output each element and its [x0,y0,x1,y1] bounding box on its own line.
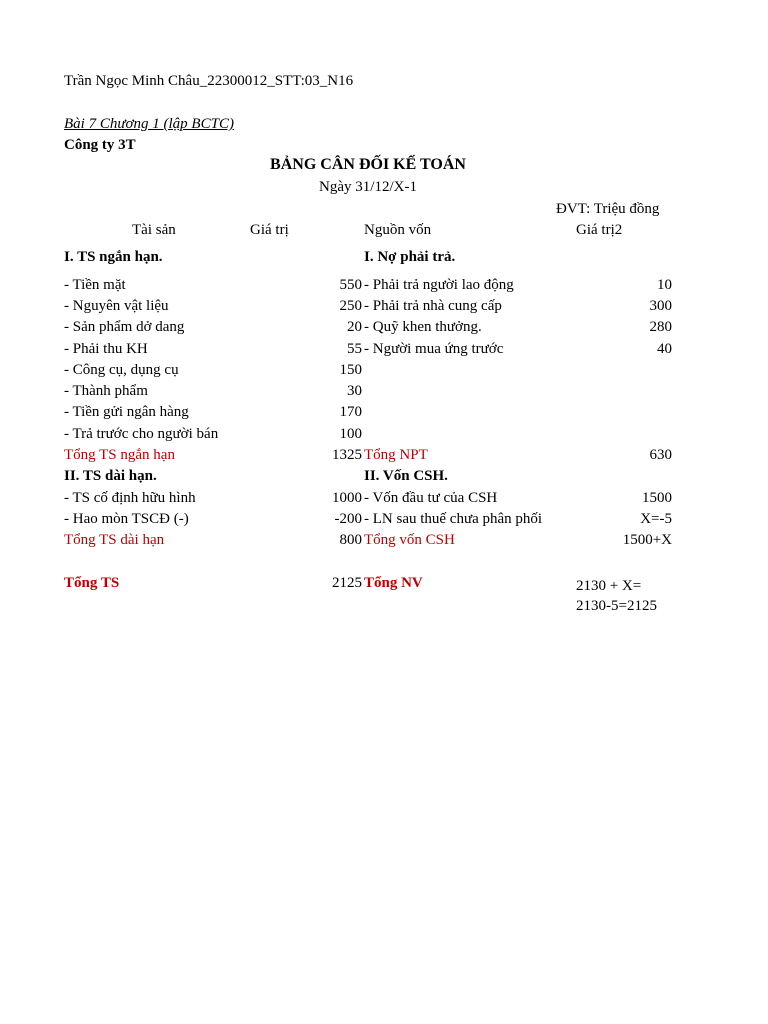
row-asset-value: 800 [339,532,362,548]
total-sources-calc-1: 2130 + X= [576,578,642,594]
row-source-value: 280 [649,319,672,335]
row-asset-label: - Sản phẩm dở dang [64,319,185,335]
row-source-label: - Người mua ứng trước [364,341,504,357]
row-asset-value: 150 [339,362,362,378]
row-source-value: 40 [657,341,672,357]
company-name: Công ty 3T [64,137,136,153]
row-asset-value: 55 [347,341,362,357]
row-asset-value: -200 [334,511,362,527]
row-source-value: 1500+X [622,532,672,548]
row-asset-value: 100 [339,426,362,442]
row-source-value: X=-5 [640,511,672,527]
row-asset-label: - Thành phẩm [64,383,148,399]
row-source-value: 10 [657,277,672,293]
header-sources: Nguồn vốn [364,222,432,238]
row-asset-value: 1000 [332,490,362,506]
row-source-label: Tổng vốn CSH [364,532,455,548]
row-source-label: II. Vốn CSH. [364,468,448,484]
row-asset-value: 250 [339,298,362,314]
row-asset-value: 550 [339,277,362,293]
row-source-label: Tổng NPT [364,447,428,463]
row-asset-label: - Tiền gửi ngân hàng [64,404,189,420]
row-source-value: 300 [649,298,672,314]
row-asset-value: 170 [339,404,362,420]
total-sources-label: Tổng NV [364,575,423,591]
row-asset-value: 1325 [332,447,362,463]
row-asset-label: - Hao mòn TSCĐ (-) [64,511,189,527]
row-source-label: - LN sau thuế chưa phân phối [364,511,543,527]
row-asset-value: 20 [347,319,362,335]
row-asset-label: Tổng TS ngắn hạn [64,447,175,463]
row-source-label: - Vốn đầu tư của CSH [364,490,498,506]
header-assets: Tài sản [132,222,176,238]
sheet-date: Ngày 31/12/X-1 [319,179,417,195]
row-source-label: I. Nợ phải trả. [364,249,456,265]
row-asset-label: I. TS ngắn hạn. [64,249,163,265]
row-asset-label: - TS cố định hữu hình [64,490,196,506]
author-line: Trần Ngọc Minh Châu_22300012_STT:03_N16 [64,73,354,89]
row-asset-label: II. TS dài hạn. [64,468,157,484]
row-source-label: - Phải trả người lao động [364,277,514,293]
header-asset-value: Giá trị [250,222,289,238]
row-source-value: 630 [649,447,672,463]
header-source-value: Giá trị2 [576,222,623,238]
unit-label: ĐVT: Triệu đồng [556,201,660,217]
sheet-title: BẢNG CÂN ĐỐI KẾ TOÁN [270,156,466,173]
row-source-label: - Quỹ khen thưởng. [364,319,482,335]
row-asset-label: - Phải thu KH [64,341,148,357]
row-asset-label: - Trả trước cho người bán [64,426,219,442]
row-asset-label: Tổng TS dài hạn [64,532,165,548]
row-asset-value: 30 [347,383,362,399]
exercise-title: Bài 7 Chương 1 (lập BCTC) [64,116,234,132]
total-sources-calc-2: 2130-5=2125 [576,598,657,614]
row-source-label: - Phải trả nhà cung cấp [364,298,502,314]
row-source-value: 1500 [642,490,672,506]
row-asset-label: - Tiền mặt [64,277,126,293]
total-assets-label: Tổng TS [64,575,120,591]
row-asset-label: - Nguyên vật liệu [64,298,169,314]
total-assets-value: 2125 [332,575,362,591]
row-asset-label: - Công cụ, dụng cụ [64,362,179,378]
